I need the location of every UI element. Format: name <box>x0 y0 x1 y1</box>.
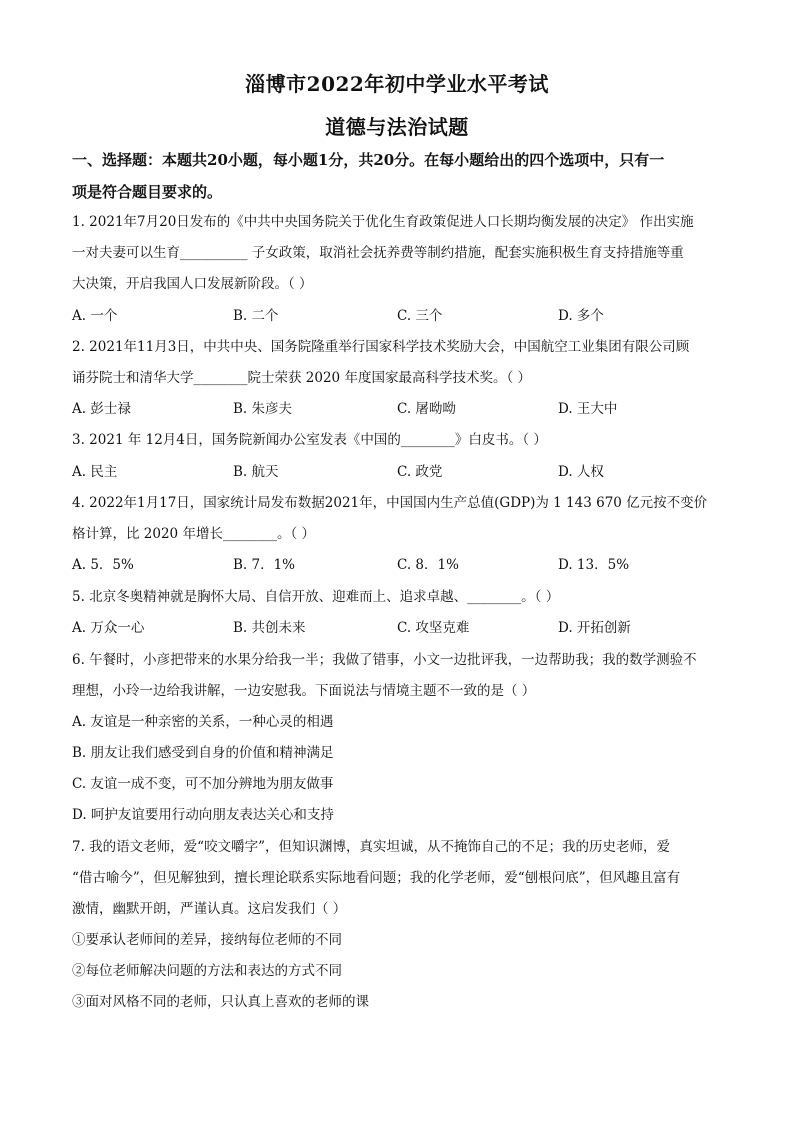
question-2-line-2: 诵芬院士和清华大学________院士荣获 2020 年度国家最高科学技术奖。（ ） <box>72 370 531 386</box>
question-4-option-c: C. 8．1% <box>397 557 459 573</box>
question-6-line-1: 6. 午餐时，小彦把带来的水果分给我一半；我做了错事，小文一边批评我，一边帮助我；我的数学测验不 <box>72 652 697 668</box>
section-heading-line-2: 项是符合题目要求的。 <box>72 183 223 201</box>
exam-subtitle: 道德与法治试题 <box>325 115 469 139</box>
question-5-options <box>72 618 732 638</box>
question-7-statement-2: ②每位老师解决问题的方法和表达的方式不同 <box>72 963 342 979</box>
question-7-statement-1: ①要承认老师间的差异，接纳每位老师的不同 <box>72 932 342 948</box>
question-6-option-c: C. 友谊一成不变，可不加分辨地为朋友做事 <box>72 776 334 792</box>
question-3-line-1: 3. 2021 年 12月4日，国务院新闻办公室发表《中国的________》白皮书。（ ） <box>72 432 547 448</box>
question-6-option-b: B. 朋友让我们感受到自身的价值和精神满足 <box>72 745 334 761</box>
question-4-options <box>72 555 732 575</box>
question-1-option-d: D. 多个 <box>558 308 604 324</box>
question-1-option-c: C. 三个 <box>397 308 443 324</box>
question-2-option-b: B. 朱彦夫 <box>233 401 293 417</box>
question-7-line-2: “借古喻今”，但见解独到，擅长理论联系实际地看问题；我的化学老师，爱“刨根问底”，但风趣且富有 <box>72 870 681 886</box>
question-4-line-2: 格计算，比 2020 年增长________。（ ） <box>72 526 315 542</box>
question-3-options <box>72 462 732 482</box>
question-5-option-a: A. 万众一心 <box>72 620 145 636</box>
question-7-line-1: 7. 我的语文老师，爱“咬文嚼字”，但知识渊博，真实坦诚，从不掩饰自己的不足；我的历史老师，爱 <box>72 839 670 855</box>
question-2-options <box>72 399 732 419</box>
section-heading-line-1: 一、选择题：本题共20小题，每小题1分，共20分。在每小题给出的四个选项中，只有一 <box>72 151 665 169</box>
question-5-option-c: C. 攻坚克难 <box>397 620 470 636</box>
question-2-line-1: 2. 2021年11月3日，中共中央、国务院隆重举行国家科学技术奖励大会，中国航空工业集团有限公司顾 <box>72 339 690 355</box>
question-2-option-c: C. 屠呦呦 <box>397 401 456 417</box>
question-1-line-1: 1. 2021年7月20日发布的《中共中央国务院关于优化生育政策促进人口长期均衡发展的决定》 作出实施 <box>72 214 694 230</box>
question-2-option-a: A. 彭士禄 <box>72 401 131 417</box>
question-1-options <box>72 306 732 326</box>
question-4-option-a: A. 5．5% <box>72 557 134 573</box>
question-3-option-d: D. 人权 <box>558 464 604 480</box>
question-1-line-2: 一对夫妻可以生育__________ 子女政策，取消社会抚养费等制约措施，配套实施积极生育支持措施等重 <box>72 245 684 261</box>
question-4-option-d: D. 13．5% <box>558 557 630 573</box>
question-2-option-d: D. 王大中 <box>558 401 618 417</box>
question-7-statement-3: ③面对风格不同的老师，只认真上喜欢的老师的课 <box>72 994 369 1010</box>
question-5-option-d: D. 开拓创新 <box>558 620 631 636</box>
question-1-option-b: B. 二个 <box>233 308 279 324</box>
question-6-option-a: A. 友谊是一种亲密的关系，一种心灵的相遇 <box>72 714 334 730</box>
question-5-line-1: 5. 北京冬奥精神就是胸怀大局、自信开放、迎难而上、追求卓越、________。（ ） <box>72 589 560 605</box>
question-1-line-3: 大决策，开启我国人口发展新阶段。（ ） <box>72 276 313 292</box>
question-1-option-a: A. 一个 <box>72 308 118 324</box>
question-4-option-b: B. 7．1% <box>233 557 296 573</box>
question-6-line-2: 理想，小玲一边给我讲解，一边安慰我。下面说法与情境主题不一致的是（ ） <box>72 683 536 699</box>
exam-title: 淄博市2022年初中学业水平考试 <box>245 72 549 96</box>
question-6-option-d: D. 呵护友谊要用行动向朋友表达关心和支持 <box>72 807 334 823</box>
question-5-option-b: B. 共创未来 <box>233 620 306 636</box>
question-3-option-a: A. 民主 <box>72 464 118 480</box>
question-7-line-3: 激情，幽默开朗，严谨认真。这启发我们（ ） <box>72 901 347 917</box>
question-3-option-b: B. 航天 <box>233 464 279 480</box>
question-3-option-c: C. 政党 <box>397 464 443 480</box>
question-4-line-1: 4. 2022年1月17日，国家统计局发布数据2021年，中国国内生产总值(GDP)为 1 143 670 亿元按不变价 <box>72 495 708 511</box>
